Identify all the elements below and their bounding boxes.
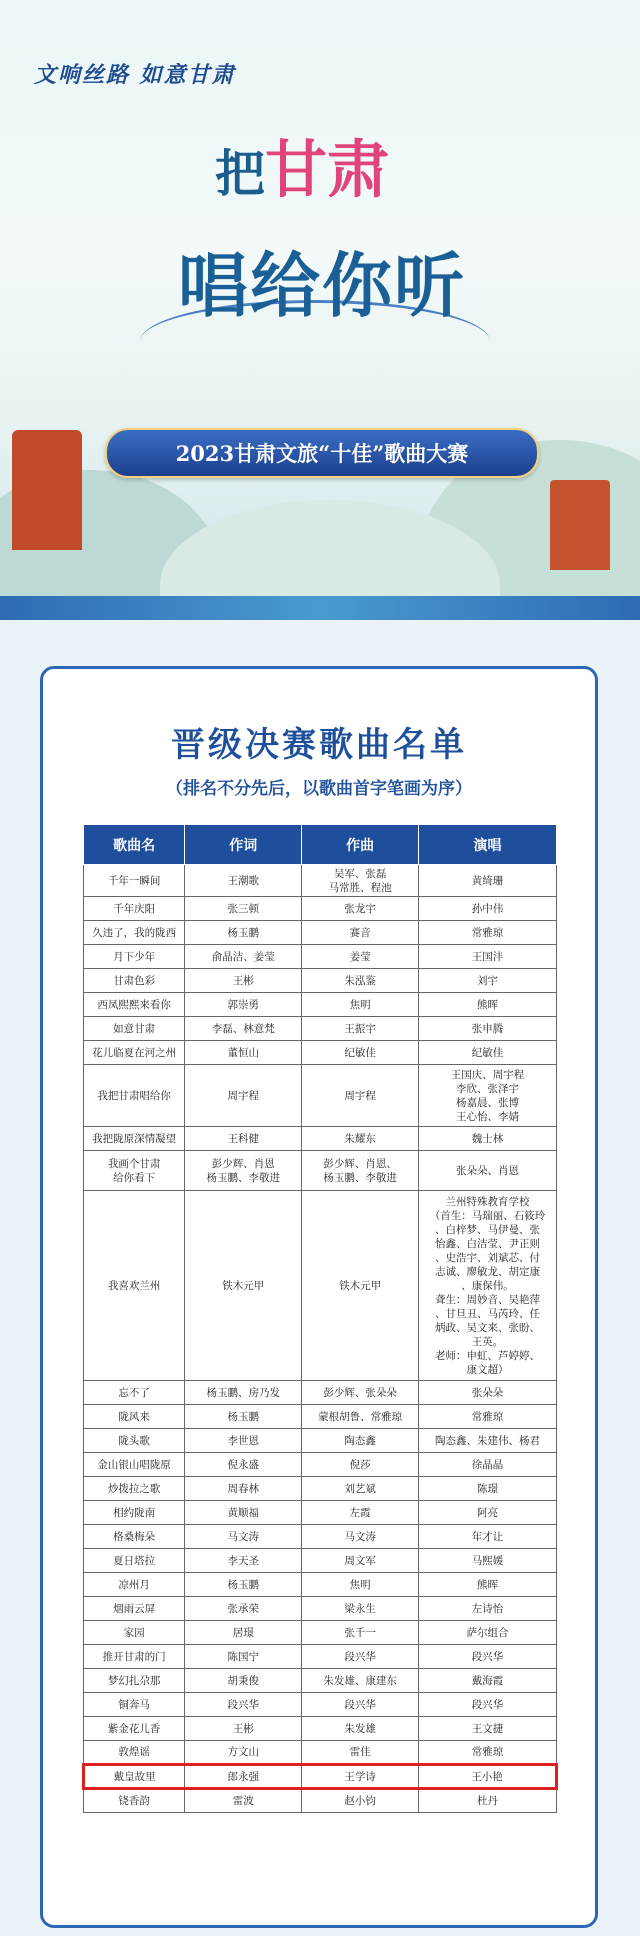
table-row (84, 1041, 557, 1065)
song-title-cell: 梦幻扎尕那 (84, 1669, 185, 1693)
table-row (84, 865, 557, 897)
lyricist-cell: 杨玉鹏 (185, 921, 302, 945)
lyricist-cell: 王彬 (185, 1717, 302, 1741)
composer-cell: 朱发雄 (302, 1717, 419, 1741)
composer-cell: 朱发雄、康建东 (302, 1669, 419, 1693)
song-title-cell: 千年庆阳 (84, 897, 185, 921)
song-title-cell: 敦煌谣 (84, 1741, 185, 1765)
composer-cell: 彭少辉、张朵朵 (302, 1381, 419, 1405)
song-title-cell: 紫金花儿香 (84, 1717, 185, 1741)
composer-cell: 王振宇 (302, 1017, 419, 1041)
lyricist-cell: 李天圣 (185, 1549, 302, 1573)
singer-cell: 熊晖 (419, 993, 557, 1017)
finalist-list-card (40, 666, 598, 1928)
singer-cell: 熊晖 (419, 1573, 557, 1597)
singer-cell: 陶态鑫、朱建伟、杨君 (419, 1429, 557, 1453)
table-row (84, 1525, 557, 1549)
singer-cell: 张朵朵 (419, 1381, 557, 1405)
lyricist-cell: 郭崇勇 (185, 993, 302, 1017)
lyricist-cell: 周宇程 (185, 1065, 302, 1127)
song-title-cell: 久违了，我的陇西 (84, 921, 185, 945)
header-singer: 演唱 (419, 825, 557, 865)
singer-cell: 孙中伟 (419, 897, 557, 921)
table-row (84, 1717, 557, 1741)
contest-banner: 2023甘肃文旅“十佳”歌曲大赛 (105, 428, 539, 478)
poster-banner (0, 0, 640, 620)
composer-cell: 吴军、张磊 马常胜、程池 (302, 865, 419, 897)
lyricist-cell: 杨玉鹏 (185, 1573, 302, 1597)
composer-cell: 王学诗 (302, 1765, 419, 1789)
composer-cell: 陶态鑫 (302, 1429, 419, 1453)
lyricist-cell: 胡秉俊 (185, 1669, 302, 1693)
table-row (84, 1453, 557, 1477)
lyricist-cell: 黄顺福 (185, 1501, 302, 1525)
lyricist-cell: 杨玉鹏、房乃发 (185, 1381, 302, 1405)
singer-cell: 萨尔组合 (419, 1621, 557, 1645)
lyricist-cell: 杨玉鹏 (185, 1405, 302, 1429)
table-row (84, 1765, 557, 1789)
composer-cell: 朱耀东 (302, 1127, 419, 1151)
table-row (84, 1127, 557, 1151)
song-title-cell: 凉州月 (84, 1573, 185, 1597)
table-row (84, 1645, 557, 1669)
singer-cell: 阿亮 (419, 1501, 557, 1525)
header-song: 歌曲名 (84, 825, 185, 865)
lyricist-cell: 居璟 (185, 1621, 302, 1645)
lyricist-cell: 张三顿 (185, 897, 302, 921)
table-row (84, 1549, 557, 1573)
table-row (84, 1065, 557, 1127)
singer-cell: 段兴华 (419, 1693, 557, 1717)
lyricist-cell: 陈国宁 (185, 1645, 302, 1669)
poster-bottom-strip (0, 596, 640, 620)
song-title-cell: 戴皇故里 (84, 1765, 185, 1789)
song-title-cell: 夏日塔拉 (84, 1549, 185, 1573)
lyricist-cell: 郎永强 (185, 1765, 302, 1789)
composer-cell: 段兴华 (302, 1693, 419, 1717)
singer-cell: 王国沣 (419, 945, 557, 969)
composer-cell: 铁木元甲 (302, 1191, 419, 1381)
composer-cell: 赛音 (302, 921, 419, 945)
composer-cell: 纪敏佳 (302, 1041, 419, 1065)
singer-cell: 刘宇 (419, 969, 557, 993)
lyricist-cell: 方文山 (185, 1741, 302, 1765)
singer-cell: 魏士林 (419, 1127, 557, 1151)
singer-cell: 段兴华 (419, 1645, 557, 1669)
song-title-cell: 家园 (84, 1621, 185, 1645)
table-row (84, 1693, 557, 1717)
list-subtitle: （排名不分先后，以歌曲首字笔画为序） (166, 779, 472, 799)
singer-cell: 马熙媛 (419, 1549, 557, 1573)
table-row (84, 1501, 557, 1525)
pavilion-illustration (12, 430, 82, 550)
list-title: 晋级决赛歌曲名单 (171, 725, 467, 765)
composer-cell: 蒙根胡鲁、常雅琼 (302, 1405, 419, 1429)
poster-title-line2: 唱给你听 (178, 244, 466, 327)
composer-cell: 倪莎 (302, 1453, 419, 1477)
slogan: 文响丝路 如意甘肃 (34, 62, 236, 88)
composer-cell: 焦明 (302, 993, 419, 1017)
singer-cell: 王国庆、周宇程 李欣、张泽宇 杨嘉晨、张博 王心怡、李婧 (419, 1065, 557, 1127)
lyricist-cell: 王彬 (185, 969, 302, 993)
table-row (84, 1381, 557, 1405)
composer-cell: 周宇程 (302, 1065, 419, 1127)
song-title-cell: 铙香韵 (84, 1789, 185, 1813)
song-title-cell: 我画个甘肃 给你看下 (84, 1151, 185, 1191)
lyricist-cell: 俞晶洁、姜莹 (185, 945, 302, 969)
composer-cell: 段兴华 (302, 1645, 419, 1669)
singer-cell: 王文捷 (419, 1717, 557, 1741)
song-title-cell: 我把甘肃唱给你 (84, 1065, 185, 1127)
singer-cell: 常雅琼 (419, 1741, 557, 1765)
table-row (84, 1597, 557, 1621)
table-row (84, 945, 557, 969)
lyricist-cell: 段兴华 (185, 1693, 302, 1717)
song-title-cell: 铜奔马 (84, 1693, 185, 1717)
lyricist-cell: 周春林 (185, 1477, 302, 1501)
table-row (84, 1405, 557, 1429)
lyricist-cell: 铁木元甲 (185, 1191, 302, 1381)
song-title-cell: 甘肃色彩 (84, 969, 185, 993)
song-title-cell: 陇头歌 (84, 1429, 185, 1453)
song-title-cell: 格桑梅朵 (84, 1525, 185, 1549)
song-title-cell: 月下少年 (84, 945, 185, 969)
composer-cell: 张龙宇 (302, 897, 419, 921)
table-row (84, 1151, 557, 1191)
singer-cell: 纪敏佳 (419, 1041, 557, 1065)
table-row (84, 1429, 557, 1453)
table-row (84, 1017, 557, 1041)
singer-cell: 徐晶晶 (419, 1453, 557, 1477)
singer-cell: 张朵朵、肖恩 (419, 1151, 557, 1191)
song-title-cell: 炒拨拉之歌 (84, 1477, 185, 1501)
singer-cell: 左诗怡 (419, 1597, 557, 1621)
singer-cell: 戴海霞 (419, 1669, 557, 1693)
table-body (84, 865, 557, 1813)
table-row (84, 1477, 557, 1501)
singer-cell: 杜丹 (419, 1789, 557, 1813)
composer-cell: 焦明 (302, 1573, 419, 1597)
lyricist-cell: 王潮歌 (185, 865, 302, 897)
song-title-cell: 推开甘肃的门 (84, 1645, 185, 1669)
song-title-cell: 金山银山唱陇原 (84, 1453, 185, 1477)
poster-title-line1: 把甘肃 (215, 133, 390, 206)
table-row (84, 1669, 557, 1693)
table-row (84, 993, 557, 1017)
song-title-cell: 千年一瞬间 (84, 865, 185, 897)
lyricist-cell: 王科健 (185, 1127, 302, 1151)
table-header-row (84, 825, 557, 865)
song-title-cell: 陇风来 (84, 1405, 185, 1429)
singer-cell: 年才让 (419, 1525, 557, 1549)
table-row (84, 969, 557, 993)
table-row (84, 1573, 557, 1597)
finalist-table (82, 824, 558, 1813)
song-title-cell: 如意甘肃 (84, 1017, 185, 1041)
composer-cell: 刘艺斌 (302, 1477, 419, 1501)
song-title-cell: 相约陇南 (84, 1501, 185, 1525)
lyricist-cell: 倪永盛 (185, 1453, 302, 1477)
composer-cell: 朱泓鉴 (302, 969, 419, 993)
song-title-cell: 花儿临夏在河之州 (84, 1041, 185, 1065)
lyricist-cell: 董恒山 (185, 1041, 302, 1065)
singer-cell: 兰州特殊教育学校 （首生：马瑞丽、石筱玲 、白梓梦、马伊曼、张 怡鑫、白洁莹、尹正则 、史浩宇、刘斌芯、付 志诚、廖敏龙、胡定康 、康保伟。 聋生：周妙音、吴艳萍 、甘旦丑、马芮玲、任 炳政、吴文来、张盼、 王英。 老师：申虹、芦婷婷、 康文超） (419, 1191, 557, 1381)
composer-cell: 左霞 (302, 1501, 419, 1525)
lyricist-cell: 雷波 (185, 1789, 302, 1813)
composer-cell: 雷佳 (302, 1741, 419, 1765)
table-row (84, 1621, 557, 1645)
composer-cell: 梁永生 (302, 1597, 419, 1621)
singer-cell: 陈璟 (419, 1477, 557, 1501)
lyricist-cell: 马文涛 (185, 1525, 302, 1549)
song-title-cell: 西凤熙熙来看你 (84, 993, 185, 1017)
table-row (84, 1741, 557, 1765)
singer-cell: 常雅琼 (419, 921, 557, 945)
singer-cell: 黄绮珊 (419, 865, 557, 897)
composer-cell: 周文军 (302, 1549, 419, 1573)
lyricist-cell: 张承荣 (185, 1597, 302, 1621)
singer-cell: 常雅琼 (419, 1405, 557, 1429)
header-composer: 作曲 (302, 825, 419, 865)
lyricist-cell: 彭少辉、肖恩 杨玉鹏、李敬进 (185, 1151, 302, 1191)
singer-cell: 张申腾 (419, 1017, 557, 1041)
song-title-cell: 我喜欢兰州 (84, 1191, 185, 1381)
song-title-cell: 烟雨云屏 (84, 1597, 185, 1621)
singer-cell: 王小艳 (419, 1765, 557, 1789)
composer-cell: 张千一 (302, 1621, 419, 1645)
table-row (84, 1191, 557, 1381)
table-row (84, 897, 557, 921)
tower-illustration (550, 480, 610, 570)
header-lyrics: 作词 (185, 825, 302, 865)
table-row (84, 1789, 557, 1813)
lyricist-cell: 李磊、林意梵 (185, 1017, 302, 1041)
song-title-cell: 忘不了 (84, 1381, 185, 1405)
composer-cell: 马文涛 (302, 1525, 419, 1549)
composer-cell: 彭少辉、肖恩、 杨玉鹏、李敬进 (302, 1151, 419, 1191)
song-title-cell: 我把陇原深情凝望 (84, 1127, 185, 1151)
composer-cell: 赵小钧 (302, 1789, 419, 1813)
lyricist-cell: 李世恩 (185, 1429, 302, 1453)
composer-cell: 姜莹 (302, 945, 419, 969)
table-row (84, 921, 557, 945)
